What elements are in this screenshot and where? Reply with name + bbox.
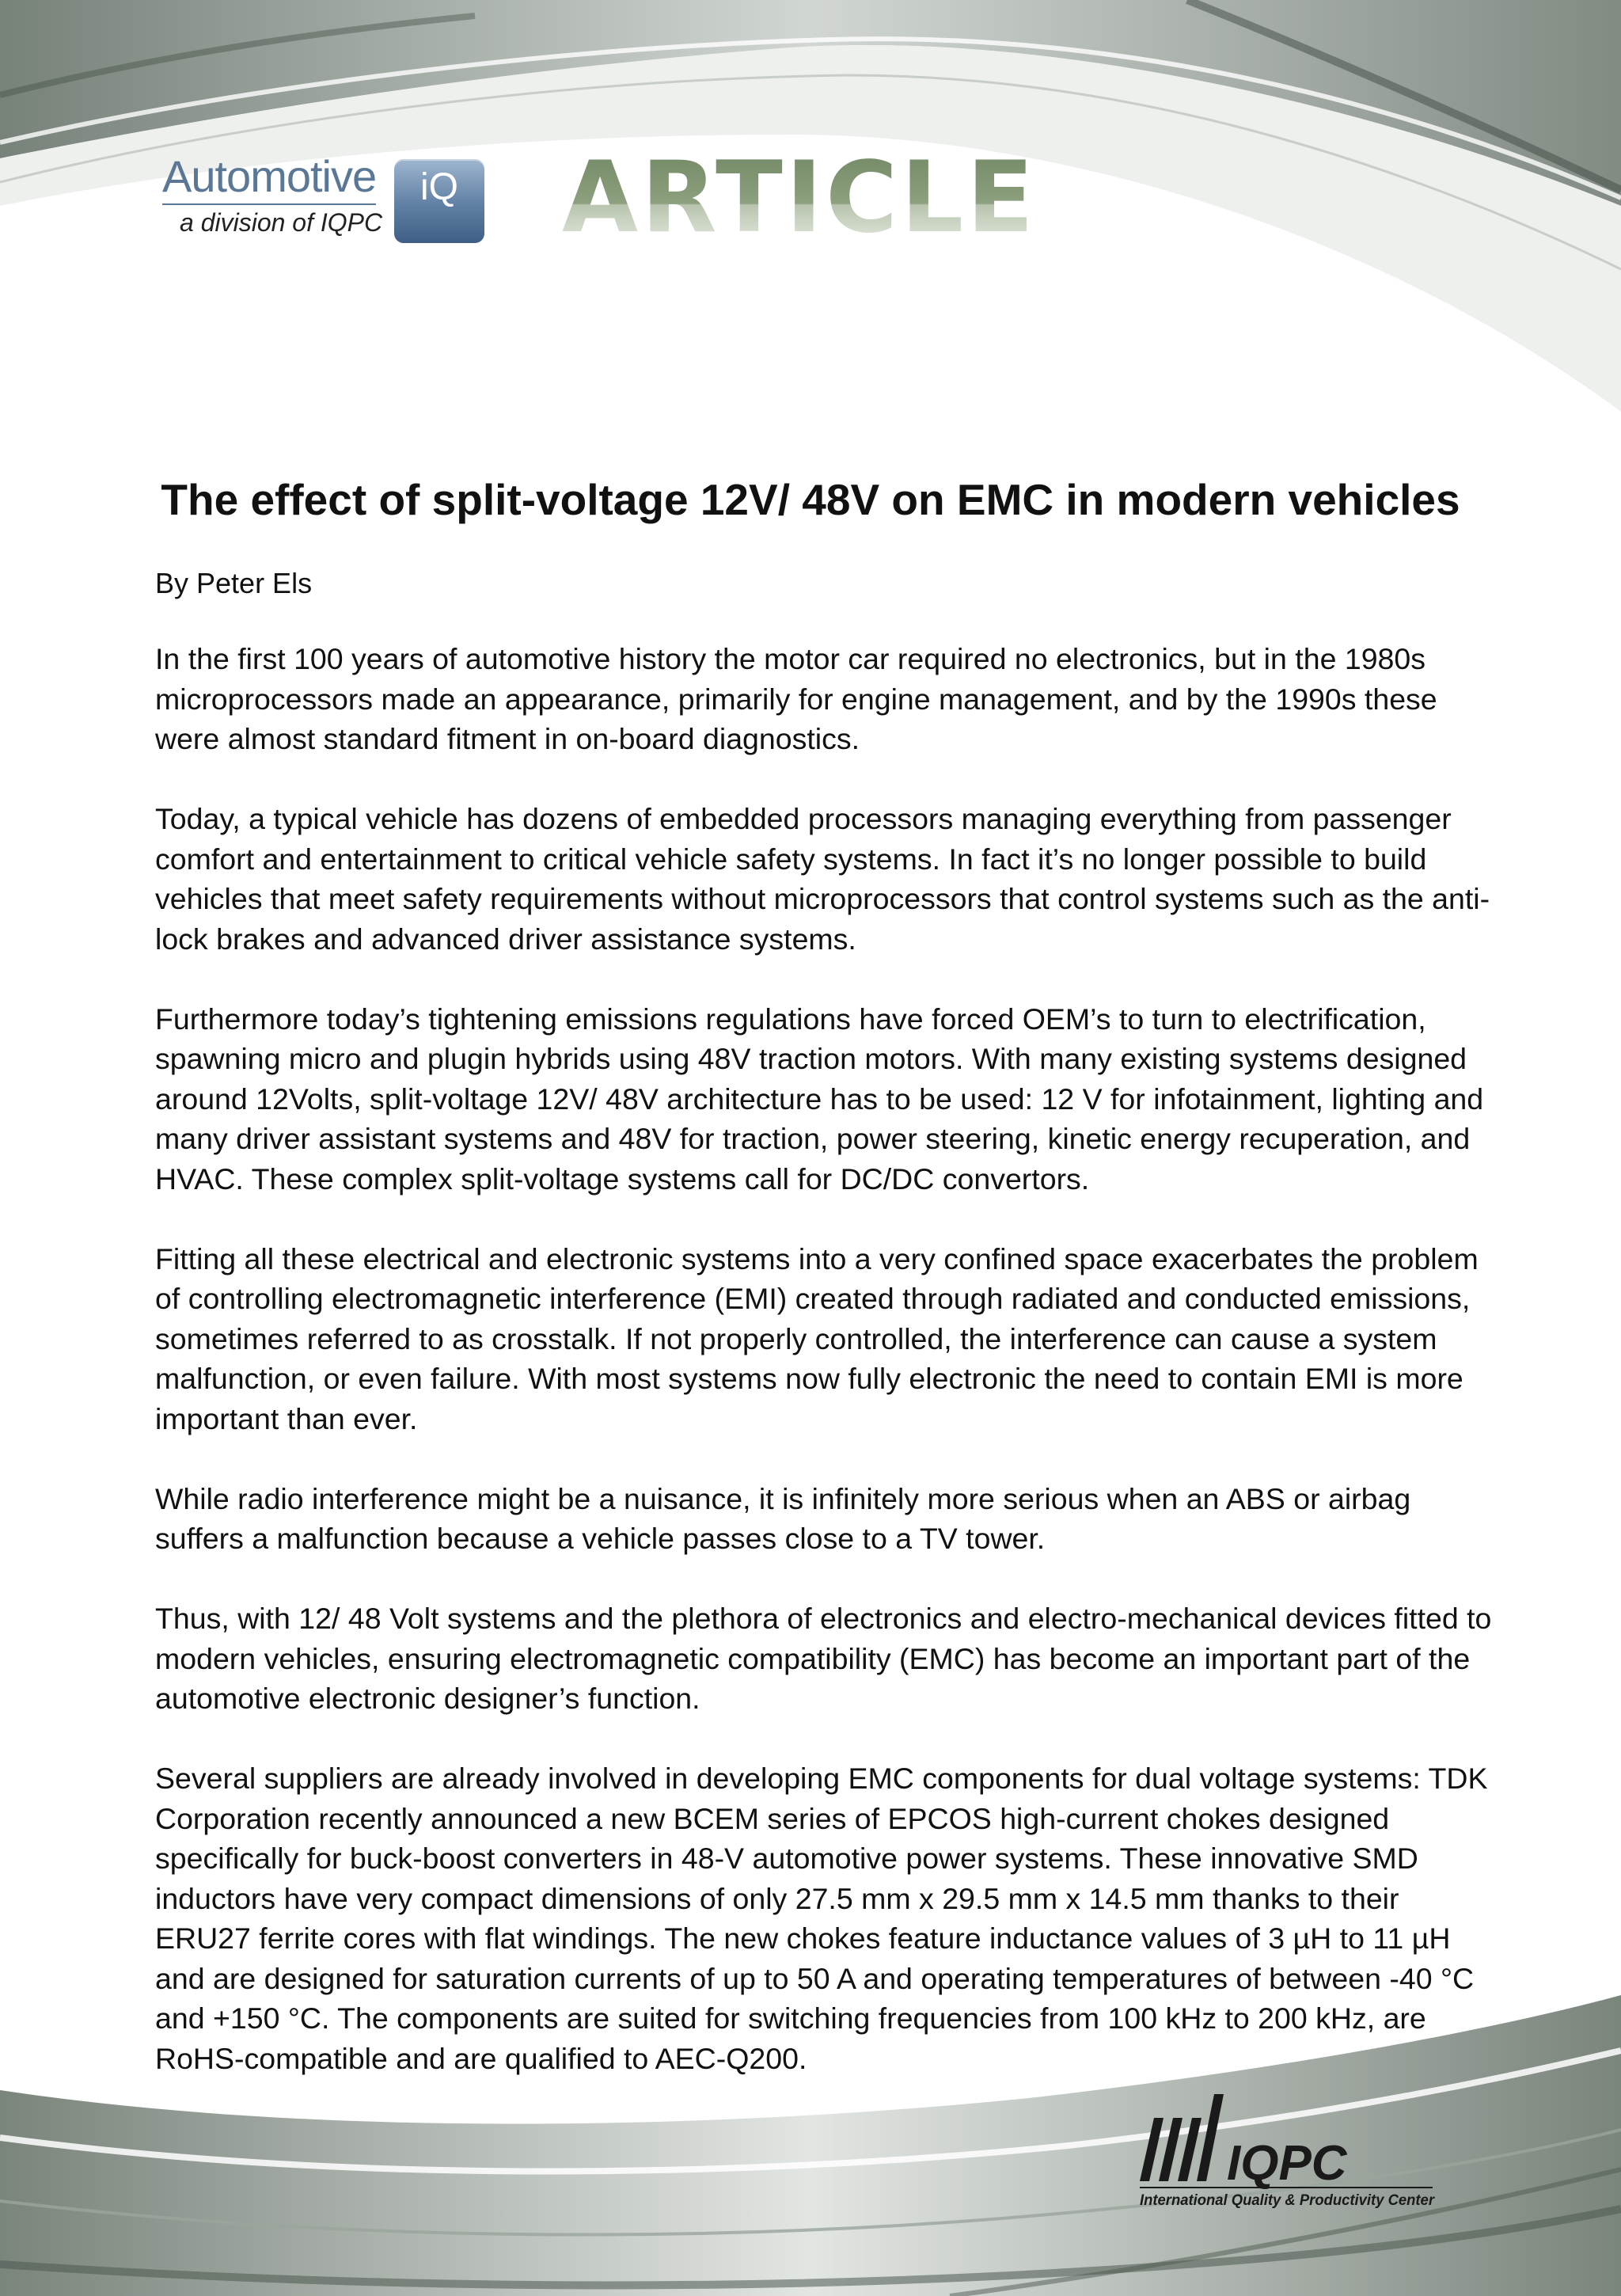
iqpc-logo-name: IQPC (1227, 2136, 1347, 2191)
iqpc-logo (1132, 2086, 1448, 2213)
logo-divider (162, 203, 376, 205)
article-banner-text: ARTICLE (562, 143, 1037, 253)
article-paragraph: Thus, with 12/ 48 Volt systems and the plethora of electronics and electro-mechanical devices fitted to modern vehicles, ensuring electromagnetic compatibility (EMC) has become an important part of the automotive electronic designer’s function. (155, 1602, 1492, 1715)
iqpc-logo-tagline: International Quality & Productivity Center (1140, 2192, 1436, 2209)
article-paragraph: In the first 100 years of automotive history the motor car required no electronics, but in the 1980s microprocessors made an appearance, primarily for engine management, and by the 1990s these were almost standard fitment in on-board diagnostics. (155, 642, 1437, 755)
iq-badge-icon (394, 159, 484, 243)
iq-badge-text: iQ (420, 166, 458, 208)
article-paragraph: Furthermore today’s tightening emissions regulations have forced OEM’s to turn to electrification, spawning micro and plugin hybrids using 48V traction motors. With many existing systems designed around 12Volts, split-voltage 12V/ 48V architecture has to be used: 12 V for infotainment, lighting and many driver assistant systems and 48V for traction, power steering, kinetic energy recuperation, and HVAC. These complex split-voltage systems call for DC/DC convertors. (155, 1002, 1484, 1196)
article-paragraph: Several suppliers are already involved in developing EMC components for dual voltage systems: TDK Corporation recently announced a new BCEM series of EPCOS high-current chokes designed specifically for buck-boost converters in 48-V automotive power systems. These innovative SMD inductors have very compact dimensions of only 27.5 mm x 29.5 mm x 14.5 mm thanks to their ERU27 ferrite cores with flat windings. The new chokes feature inductance values of 3 µH to 11 µH and are designed for saturation currents of up to 50 A and operating temperatures of between -40 °C and +150 °C. The components are suited for switching frequencies from 100 kHz to 200 kHz, are RoHS-compatible and are qualified to AEC-Q200. (155, 1762, 1488, 2075)
article-byline: By Peter Els (155, 567, 313, 599)
article-banner (554, 143, 1045, 253)
iqpc-bars-icon (1140, 2094, 1224, 2181)
article-title: The effect of split-voltage 12V/ 48V on EMC in modern vehicles (161, 475, 1460, 524)
article-paragraph: Fitting all these electrical and electronic systems into a very confined space exacerbates the problem of controlling electromagnetic interference (EMI) created through radiated and conducted emissions, sometimes referred to as crosstalk. If not properly controlled, the interference can cause a system malfunction, or even failure. With most systems now fully electronic the need to contain EMI is more important than ever. (155, 1241, 1479, 1435)
logo-brand-text: Automotive (162, 151, 377, 201)
article-paragraph: While radio interference might be a nuisance, it is infinitely more serious when an ABS or airbag suffers a malfunction because a vehicle passes close to a TV tower. (155, 1481, 1411, 1555)
article-paragraph: Today, a typical vehicle has dozens of embedded processors managing everything from passenger comfort and entertainment to critical vehicle safety systems. In fact it’s no longer possible to build vehicles that meet safety requirements without microprocessors that control systems such as the anti-lock brakes and advanced driver assistance systems. (155, 802, 1490, 956)
logo-division-text: a division of IQPC (180, 208, 383, 237)
article-body (155, 639, 1493, 2119)
automotive-iq-logo (162, 151, 495, 257)
